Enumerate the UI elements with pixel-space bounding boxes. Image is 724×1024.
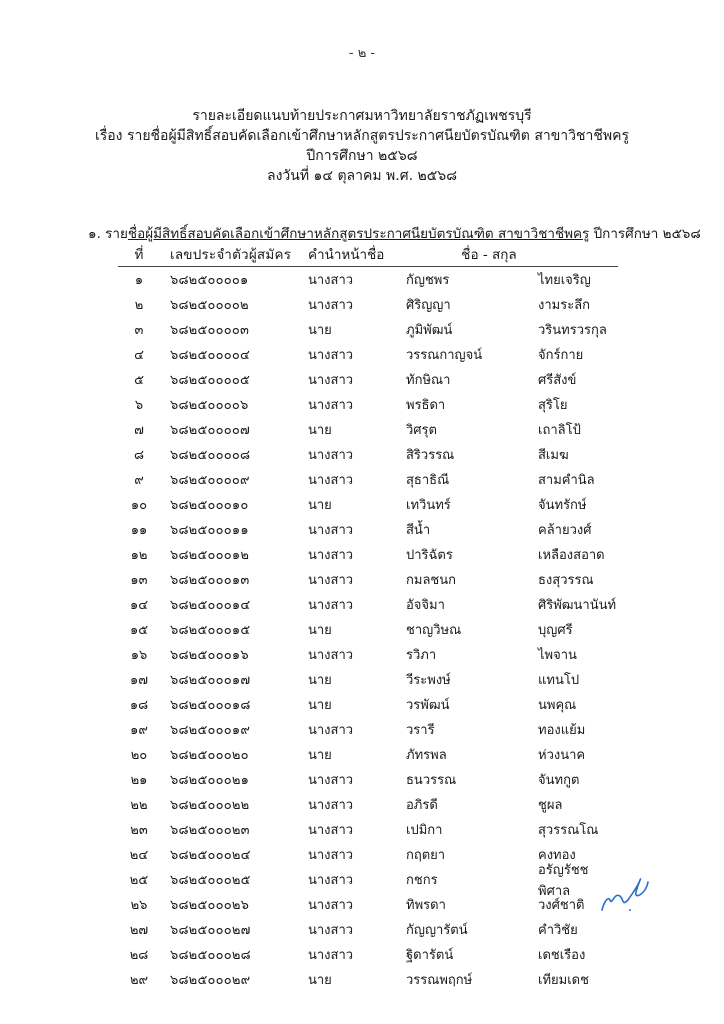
heading-line-4: ลงวันที่ ๑๔ ตุลาคม พ.ศ. ๒๕๖๘ bbox=[266, 168, 457, 184]
first-name: ปาริฉัตร bbox=[406, 548, 453, 563]
last-name: วรินทรวรกุล bbox=[538, 323, 607, 338]
table-row bbox=[118, 492, 618, 517]
table-row bbox=[118, 917, 618, 942]
first-name: พรธิดา bbox=[406, 398, 446, 413]
table-row bbox=[118, 517, 618, 542]
applicant-id: ๖๘๒๕๐๐๐๒๖ bbox=[170, 898, 250, 913]
applicant-id: ๖๘๒๕๐๐๐๒๑ bbox=[170, 773, 250, 788]
first-name: กมลชนก bbox=[406, 573, 456, 588]
name-prefix: นาย bbox=[308, 698, 332, 713]
first-name: วิศรุต bbox=[406, 423, 437, 438]
first-name: ศิริญญา bbox=[406, 298, 451, 313]
applicant-id: ๖๘๒๕๐๐๐๑๒ bbox=[170, 548, 250, 563]
first-name: วรรณกาญจน์ bbox=[406, 348, 483, 363]
first-name: ชาญวิษณ bbox=[406, 623, 462, 638]
first-name: อภิรดี bbox=[406, 798, 438, 813]
row-number: ๒ bbox=[134, 298, 144, 313]
applicant-id: ๖๘๒๕๐๐๐๒๐ bbox=[170, 748, 249, 763]
row-number: ๑๔ bbox=[129, 598, 149, 613]
row-number: ๑๗ bbox=[129, 673, 149, 688]
last-name: ไทยเจริญ bbox=[538, 273, 591, 288]
name-prefix: นางสาว bbox=[308, 773, 354, 788]
first-name: กฤตยา bbox=[406, 848, 446, 863]
name-prefix: นางสาว bbox=[308, 648, 354, 663]
name-prefix: นางสาว bbox=[308, 548, 354, 563]
name-prefix: นาย bbox=[308, 748, 332, 763]
applicant-id: ๖๘๒๕๐๐๐๐๙ bbox=[170, 473, 250, 488]
row-number: ๑๕ bbox=[129, 623, 149, 638]
last-name: ศรีสังข์ bbox=[538, 373, 577, 388]
name-prefix: นางสาว bbox=[308, 398, 354, 413]
first-name: วรารี bbox=[406, 723, 435, 738]
row-number: ๙ bbox=[134, 473, 144, 488]
name-prefix: นางสาว bbox=[308, 823, 354, 838]
row-number: ๒๑ bbox=[130, 773, 148, 788]
applicant-id: ๖๘๒๕๐๐๐๒๒ bbox=[170, 798, 250, 813]
applicant-id: ๖๘๒๕๐๐๐๐๗ bbox=[170, 423, 251, 438]
document-heading bbox=[0, 106, 724, 186]
table-row bbox=[118, 267, 618, 292]
row-number: ๑๓ bbox=[130, 573, 148, 588]
header-applicant-id: เลขประจำตัวผู้สมัคร bbox=[170, 247, 292, 263]
name-prefix: นางสาว bbox=[308, 848, 354, 863]
row-number: ๕ bbox=[134, 373, 144, 388]
applicant-id: ๖๘๒๕๐๐๐๑๓ bbox=[170, 573, 250, 588]
name-prefix: นางสาว bbox=[308, 448, 354, 463]
row-number: ๑๐ bbox=[130, 498, 148, 513]
last-name: คำวิชัย bbox=[538, 923, 578, 938]
table-header bbox=[118, 242, 618, 267]
name-prefix: นางสาว bbox=[308, 298, 354, 313]
table-row bbox=[118, 442, 618, 467]
first-name: ธนวรรณ bbox=[406, 773, 457, 788]
first-name: วีระพงษ์ bbox=[406, 673, 451, 688]
row-number: ๒๓ bbox=[130, 823, 148, 838]
last-name: บุญศรี bbox=[538, 623, 573, 638]
applicant-id: ๖๘๒๕๐๐๐๑๖ bbox=[170, 648, 249, 663]
table-row bbox=[118, 817, 618, 842]
table-row bbox=[118, 317, 618, 342]
name-prefix: นางสาว bbox=[308, 523, 354, 538]
last-name: สามคำนิล bbox=[538, 473, 595, 488]
heading-line-2: เรื่อง รายชื่อผู้มีสิทธิ์สอบคัดเลือกเข้าศึกษาหลักสูตรประกาศนียบัตรบัณฑิต สาขาวิชาชีพครู bbox=[94, 128, 630, 144]
heading-line-3: ปีการศึกษา ๒๕๖๘ bbox=[306, 148, 418, 164]
table-row bbox=[118, 667, 618, 692]
first-name: วรพัฒน์ bbox=[406, 698, 450, 713]
name-prefix: นาย bbox=[308, 423, 332, 438]
row-number: ๒๔ bbox=[129, 848, 149, 863]
table-row bbox=[118, 367, 618, 392]
name-prefix: นางสาว bbox=[308, 348, 354, 363]
name-prefix: นาย bbox=[308, 623, 332, 638]
row-number: ๑๖ bbox=[130, 648, 148, 663]
table-row bbox=[118, 542, 618, 567]
table-row bbox=[118, 467, 618, 492]
last-name: ห่วงนาค bbox=[538, 748, 586, 763]
applicant-id: ๖๘๒๕๐๐๐๒๘ bbox=[170, 948, 251, 963]
last-name: คล้ายวงศ์ bbox=[538, 523, 592, 538]
last-name: เหลืองสอาด bbox=[538, 548, 605, 563]
header-no: ที่ bbox=[134, 247, 144, 263]
table-row bbox=[118, 392, 618, 417]
last-name: งามระลึก bbox=[538, 298, 591, 313]
name-prefix: นาย bbox=[308, 323, 332, 338]
applicant-id: ๖๘๒๕๐๐๐๐๓ bbox=[170, 323, 250, 338]
first-name: สุธาธิณี bbox=[406, 473, 450, 488]
applicant-id: ๖๘๒๕๐๐๐๑๔ bbox=[170, 598, 251, 613]
applicant-id: ๖๘๒๕๐๐๐๒๗ bbox=[170, 923, 251, 938]
applicant-table bbox=[118, 242, 618, 992]
name-prefix: นาย bbox=[308, 973, 332, 988]
row-number: ๔ bbox=[134, 348, 144, 363]
last-name: ทองแย้ม bbox=[538, 723, 586, 738]
row-number: ๒๒ bbox=[130, 798, 148, 813]
first-name: เปมิกา bbox=[406, 823, 443, 838]
last-name: ธงสุวรรณ bbox=[538, 573, 594, 588]
name-prefix: นางสาว bbox=[308, 923, 354, 938]
applicant-id: ๖๘๒๕๐๐๐๐๔ bbox=[170, 348, 251, 363]
name-prefix: นางสาว bbox=[308, 873, 354, 888]
row-number: ๑๙ bbox=[130, 723, 148, 738]
row-number: ๑๘ bbox=[129, 698, 149, 713]
first-name: ภูมิพัฒน์ bbox=[406, 323, 453, 338]
section-title-text: ชื่อผู้มีสิทธิ์สอบคัดเลือกเข้าศึกษาหลักสูตรประกาศนียบัตรบัณฑิต สาขาวิชาชีพครู bbox=[127, 226, 590, 242]
row-number: ๑ bbox=[134, 273, 144, 288]
section-title bbox=[88, 222, 701, 244]
table-row bbox=[118, 642, 618, 667]
table-row bbox=[118, 892, 618, 917]
last-name: จันทรักษ์ bbox=[538, 498, 587, 513]
applicant-id: ๖๘๒๕๐๐๐๒๓ bbox=[170, 823, 250, 838]
name-prefix: นางสาว bbox=[308, 798, 354, 813]
first-name: สิริวรรณ bbox=[406, 448, 455, 463]
table-row bbox=[118, 567, 618, 592]
applicant-id: ๖๘๒๕๐๐๐๒๕ bbox=[170, 873, 251, 888]
name-prefix: นางสาว bbox=[308, 573, 354, 588]
name-prefix: นาย bbox=[308, 673, 332, 688]
applicant-id: ๖๘๒๕๐๐๐๐๘ bbox=[170, 448, 251, 463]
name-prefix: นางสาว bbox=[308, 598, 354, 613]
row-number: ๒๖ bbox=[130, 898, 148, 913]
section-suffix: ปีการศึกษา ๒๕๖๘ bbox=[589, 226, 701, 242]
applicant-id: ๖๘๒๕๐๐๐๑๑ bbox=[170, 523, 249, 538]
table-row bbox=[118, 342, 618, 367]
last-name: สุวรรณโณ bbox=[538, 823, 599, 838]
applicant-id: ๖๘๒๕๐๐๐๐๑ bbox=[170, 273, 249, 288]
first-name: ภัทรพล bbox=[406, 748, 447, 763]
last-name: นพคุณ bbox=[538, 698, 577, 713]
table-row bbox=[118, 967, 618, 992]
table-row bbox=[118, 942, 618, 967]
last-name: คงทอง bbox=[538, 848, 576, 863]
table-row bbox=[118, 592, 618, 617]
first-name: ฐิดารัตน์ bbox=[406, 948, 454, 963]
last-name: ศิริพัฒนานันท์ bbox=[538, 598, 617, 613]
applicant-id: ๖๘๒๕๐๐๐๒๔ bbox=[170, 848, 251, 863]
row-number: ๒๐ bbox=[130, 748, 148, 763]
name-prefix: นางสาว bbox=[308, 473, 354, 488]
table-row bbox=[118, 417, 618, 442]
applicant-id: ๖๘๒๕๐๐๐๐๒ bbox=[170, 298, 249, 313]
heading-line-1: รายละเอียดแนบท้ายประกาศมหาวิทยาลัยราชภัฏเพชรบุรี bbox=[192, 108, 532, 124]
name-prefix: นางสาว bbox=[308, 373, 354, 388]
first-name: วรรณพฤกษ์ bbox=[406, 973, 473, 988]
last-name: สุริโย bbox=[538, 398, 568, 413]
applicant-id: ๖๘๒๕๐๐๐๐๖ bbox=[170, 398, 249, 413]
applicant-id: ๖๘๒๕๐๐๐๑๘ bbox=[170, 698, 251, 713]
row-number: ๑๑ bbox=[130, 523, 148, 538]
row-number: ๖ bbox=[134, 398, 144, 413]
table-body bbox=[118, 267, 618, 992]
name-prefix: นางสาว bbox=[308, 948, 354, 963]
row-number: ๒๗ bbox=[129, 923, 149, 938]
last-name: จันทกูต bbox=[538, 773, 580, 788]
table-row bbox=[118, 742, 618, 767]
first-name: เทวินทร์ bbox=[406, 498, 451, 513]
last-name: สีเมฆ bbox=[538, 448, 569, 463]
page-number: - ๒ - bbox=[348, 46, 376, 61]
row-number: ๘ bbox=[133, 448, 145, 463]
table-row bbox=[118, 292, 618, 317]
applicant-id: ๖๘๒๕๐๐๐๐๕ bbox=[170, 373, 251, 388]
table-row bbox=[118, 862, 618, 899]
name-prefix: นางสาว bbox=[308, 273, 354, 288]
applicant-id: ๖๘๒๕๐๐๐๑๐ bbox=[170, 498, 249, 513]
applicant-id: ๖๘๒๕๐๐๐๑๕ bbox=[170, 623, 251, 638]
last-name: วงศ์ชาติ bbox=[538, 898, 585, 913]
last-name: อรัญรัชชพิศาล bbox=[538, 862, 589, 899]
header-name: ชื่อ - สกุล bbox=[461, 247, 517, 263]
table-row bbox=[118, 717, 618, 742]
name-prefix: นางสาว bbox=[308, 898, 354, 913]
first-name: สีน้ำ bbox=[406, 523, 431, 538]
first-name: กัญญารัตน์ bbox=[406, 923, 468, 938]
row-number: ๒๘ bbox=[129, 948, 149, 963]
row-number: ๓ bbox=[134, 323, 144, 338]
last-name: เดชเรือง bbox=[538, 948, 586, 963]
last-name: จักร์กาย bbox=[538, 348, 584, 363]
first-name: กัญชพร bbox=[406, 273, 450, 288]
row-number: ๗ bbox=[134, 423, 144, 438]
name-prefix: นางสาว bbox=[308, 723, 354, 738]
header-prefix: คำนำหน้าชื่อ bbox=[308, 247, 385, 263]
row-number: ๑๒ bbox=[130, 548, 148, 563]
section-prefix: ราย bbox=[105, 226, 128, 242]
last-name: เทียมเดช bbox=[538, 973, 589, 988]
applicant-id: ๖๘๒๕๐๐๐๑๗ bbox=[170, 673, 251, 688]
table-row bbox=[118, 792, 618, 817]
table-row bbox=[118, 767, 618, 792]
section-number: ๑. bbox=[88, 226, 101, 242]
row-number: ๒๕ bbox=[129, 873, 149, 888]
signature bbox=[598, 866, 658, 916]
first-name: อัจจิมา bbox=[406, 598, 445, 613]
last-name: แทนโป bbox=[538, 673, 580, 688]
last-name: เถาลิโป้ bbox=[538, 423, 581, 438]
first-name: กชกร bbox=[406, 873, 438, 888]
last-name: ไพจาน bbox=[538, 648, 577, 663]
first-name: ทักษิณา bbox=[406, 373, 451, 388]
table-row bbox=[118, 692, 618, 717]
table-row bbox=[118, 617, 618, 642]
applicant-id: ๖๘๒๕๐๐๐๑๙ bbox=[170, 723, 251, 738]
first-name: ทิพรดา bbox=[406, 898, 446, 913]
last-name: ชูผล bbox=[538, 798, 563, 813]
name-prefix: นาย bbox=[308, 498, 332, 513]
first-name: รวิภา bbox=[406, 648, 437, 663]
applicant-id: ๖๘๒๕๐๐๐๒๙ bbox=[170, 973, 251, 988]
row-number: ๒๙ bbox=[129, 973, 149, 988]
